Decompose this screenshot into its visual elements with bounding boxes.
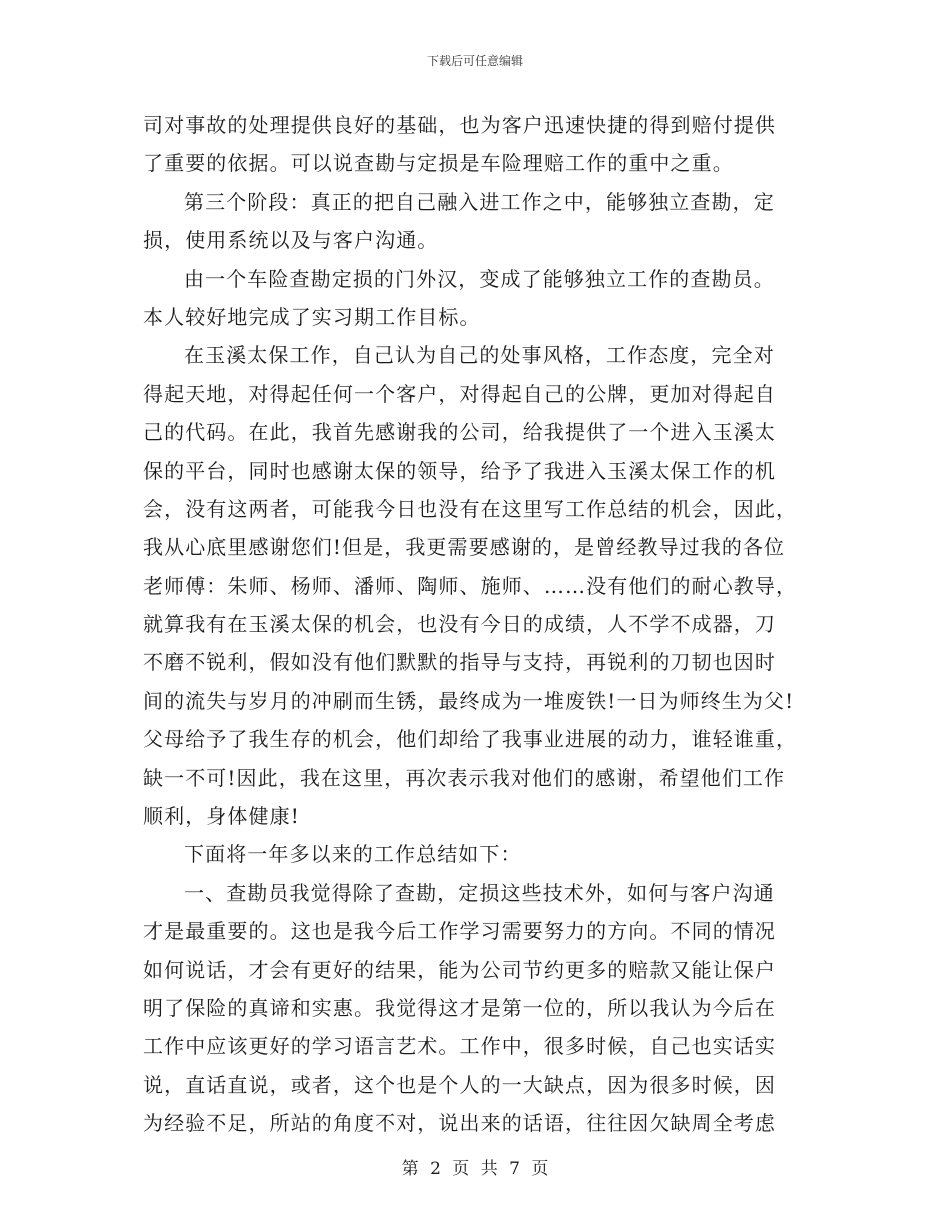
- text-line: 为经验不足，所站的角度不对，说出来的话语，往往因欠缺周全考虑: [143, 1111, 776, 1136]
- text-line: 由一个车险查勘定损的门外汉，变成了能够独立工作的查勘员。: [184, 266, 775, 291]
- text-line: 了重要的依据。可以说查勘与定损是车险理赔工作的重中之重。: [143, 151, 734, 176]
- text-line: 我从心底里感谢您们!但是，我更需要感谢的，是曾经教导过我的各位: [143, 535, 786, 560]
- page-footer: 第 2 页 共 7 页: [401, 1159, 549, 1179]
- text-line: 司对事故的处理提供良好的基础，也为客户迅速快捷的得到赔付提供: [143, 113, 776, 137]
- text-line: 保的平台，同时也感谢太保的领导，给予了我进入玉溪太保工作的机: [143, 458, 776, 483]
- text-line: 如何说话，才会有更好的结果，能为公司节约更多的赔款又能让保户: [143, 957, 776, 982]
- text-line: 第三个阶段：真正的把自己融入进工作之中，能够独立查勘，定: [184, 189, 775, 214]
- text-line: 缺一不可!因此，我在这里，再次表示我对他们的感谢，希望他们工作: [143, 765, 786, 790]
- text-line: 才是最重要的。这也是我今后工作学习需要努力的方向。不同的情况: [143, 919, 776, 944]
- text-line: 本人较好地完成了实习期工作目标。: [143, 304, 481, 329]
- text-line: 父母给予了我生存的机会，他们却给了我事业进展的动力，谁轻谁重，: [143, 727, 798, 752]
- text-line: 就算我有在玉溪太保的机会，也没有今日的成绩，人不学不成器，刀: [143, 612, 776, 637]
- text-line: 顺利，身体健康!: [143, 804, 300, 829]
- text-line: 间的流失与岁月的冲刷而生锈，最终成为一堆废铁!一日为师终生为父!: [143, 688, 795, 713]
- text-line: 得起天地，对得起任何一个客户，对得起自己的公牌，更加对得起自: [143, 381, 776, 406]
- text-line: 工作中应该更好的学习语言艺术。工作中，很多时候，自己也实话实: [143, 1034, 776, 1059]
- text-line: 明了保险的真谛和实惠。我觉得这才是第一位的，所以我认为今后在: [143, 995, 776, 1020]
- document-body: [143, 106, 813, 1143]
- page-header: 下载后可任意编辑: [426, 54, 523, 68]
- text-line: 会，没有这两者，可能我今日也没有在这里写工作总结的机会，因此，: [143, 496, 798, 521]
- text-line: 下面将一年多以来的工作总结如下：: [184, 842, 522, 867]
- text-line: 己的代码。在此，我首先感谢我的公司，给我提供了一个进入玉溪太: [143, 420, 776, 445]
- text-line: 老师傅：朱师、杨师、潘师、陶师、施师、……没有他们的耐心教导，: [143, 573, 798, 598]
- text-line: 不磨不锐利，假如没有他们默默的指导与支持，再锐利的刀韧也因时: [143, 650, 776, 675]
- text-line: 说，直话直说，或者，这个也是个人的一大缺点，因为很多时候，因: [143, 1072, 776, 1097]
- text-line: 损，使用系统以及与客户沟通。: [143, 228, 439, 253]
- text-line: 在玉溪太保工作，自己认为自己的处事风格，工作态度，完全对: [184, 343, 775, 368]
- text-line: 一、查勘员我觉得除了查勘，定损这些技术外，如何与客户沟通: [184, 880, 775, 905]
